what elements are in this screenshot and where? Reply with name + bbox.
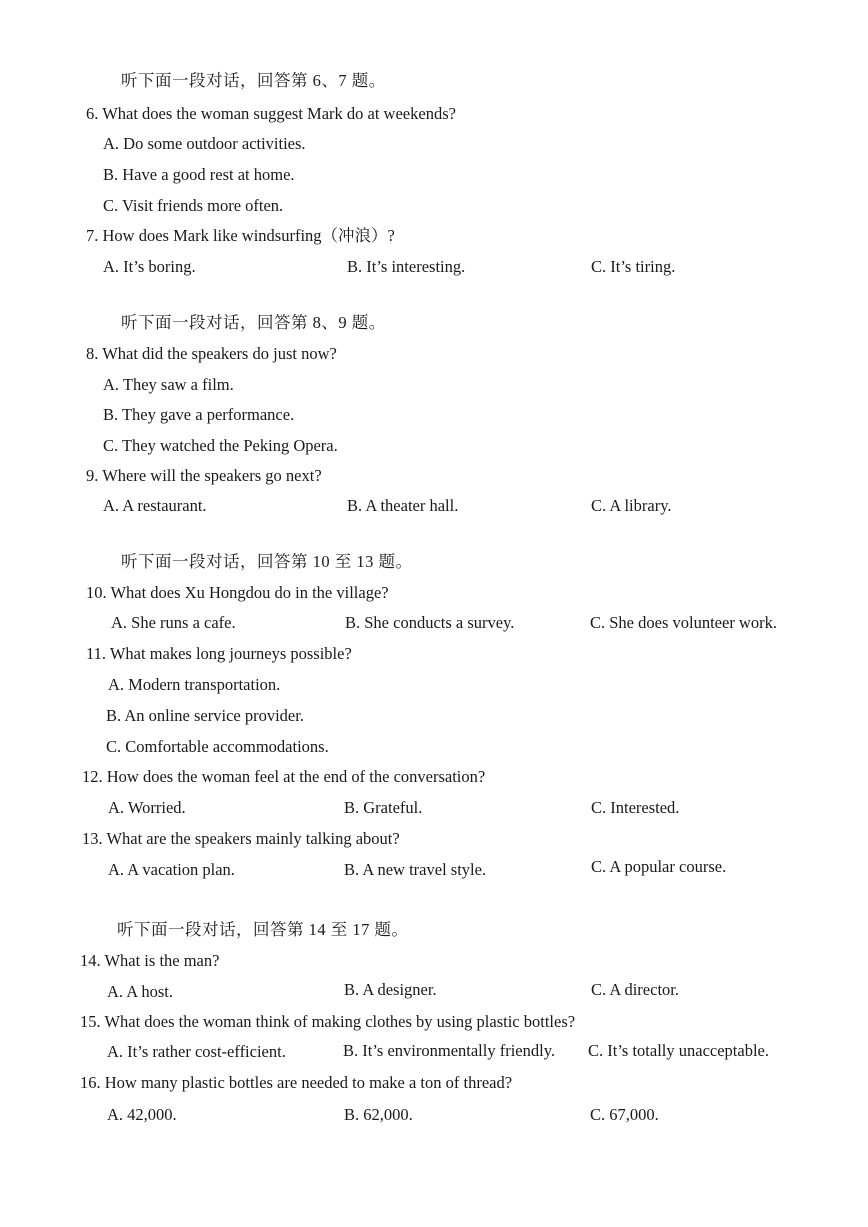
question-stem: 10. What does Xu Hongdou do in the village? [86, 583, 389, 602]
answer-option: A. A host. [107, 982, 174, 1001]
answer-option: C. A popular course. [591, 857, 727, 876]
answer-option: A. A vacation plan. [108, 860, 235, 879]
answer-option: C. 67,000. [590, 1105, 659, 1124]
answer-option: C. Interested. [591, 798, 680, 817]
section-instruction: 听下面一段对话，回答第 6、7 题。 [121, 71, 386, 90]
answer-option: B. An online service provider. [106, 706, 304, 725]
question-stem: 8. What did the speakers do just now? [86, 344, 337, 363]
section-instruction: 听下面一段对话，回答第 8、9 题。 [121, 313, 386, 332]
answer-option: A. She runs a cafe. [111, 613, 236, 632]
answer-option: A. Do some outdoor activities. [103, 134, 306, 153]
answer-option: C. Comfortable accommodations. [106, 737, 329, 756]
answer-option: B. It’s interesting. [347, 257, 466, 276]
section-instruction: 听下面一段对话，回答第 10 至 13 题。 [121, 552, 413, 571]
answer-option: C. It’s tiring. [591, 257, 676, 276]
question-stem: 15. What does the woman think of making clothes by using plastic bottles? [80, 1012, 576, 1031]
answer-option: C. She does volunteer work. [590, 613, 777, 632]
answer-option: A. Modern transportation. [108, 675, 281, 694]
answer-option: C. A library. [591, 496, 672, 515]
question-stem: 14. What is the man? [80, 951, 220, 970]
answer-option: C. It’s totally unacceptable. [588, 1041, 769, 1060]
answer-option: B. Have a good rest at home. [103, 165, 295, 184]
answer-option: A. It’s boring. [103, 257, 196, 276]
answer-option: B. A designer. [344, 980, 437, 999]
answer-option: B. It’s environmentally friendly. [343, 1041, 556, 1060]
answer-option: B. A new travel style. [344, 860, 487, 879]
question-stem: 16. How many plastic bottles are needed to make a ton of thread? [80, 1073, 513, 1092]
answer-option: A. 42,000. [107, 1105, 177, 1124]
question-stem: 9. Where will the speakers go next? [86, 466, 322, 485]
question-stem: 13. What are the speakers mainly talking about? [82, 829, 400, 848]
answer-option: B. Grateful. [344, 798, 423, 817]
question-stem: 12. How does the woman feel at the end of the conversation? [82, 767, 486, 786]
answer-option: C. Visit friends more often. [103, 196, 284, 215]
question-stem: 7. How does Mark like windsurfing（冲浪）? [86, 226, 395, 245]
question-stem: 11. What makes long journeys possible? [86, 644, 352, 663]
answer-option: B. They gave a performance. [103, 405, 295, 424]
answer-option: C. They watched the Peking Opera. [103, 436, 338, 455]
answer-option: A. They saw a film. [103, 375, 234, 394]
question-stem: 6. What does the woman suggest Mark do at weekends? [86, 104, 456, 123]
answer-option: A. It’s rather cost-efficient. [107, 1042, 286, 1061]
answer-option: B. 62,000. [344, 1105, 413, 1124]
answer-option: B. A theater hall. [347, 496, 459, 515]
answer-option: C. A director. [591, 980, 679, 999]
section-instruction: 听下面一段对话，回答第 14 至 17 题。 [117, 920, 409, 939]
answer-option: B. She conducts a survey. [345, 613, 515, 632]
answer-option: A. Worried. [108, 798, 186, 817]
answer-option: A. A restaurant. [103, 496, 207, 515]
